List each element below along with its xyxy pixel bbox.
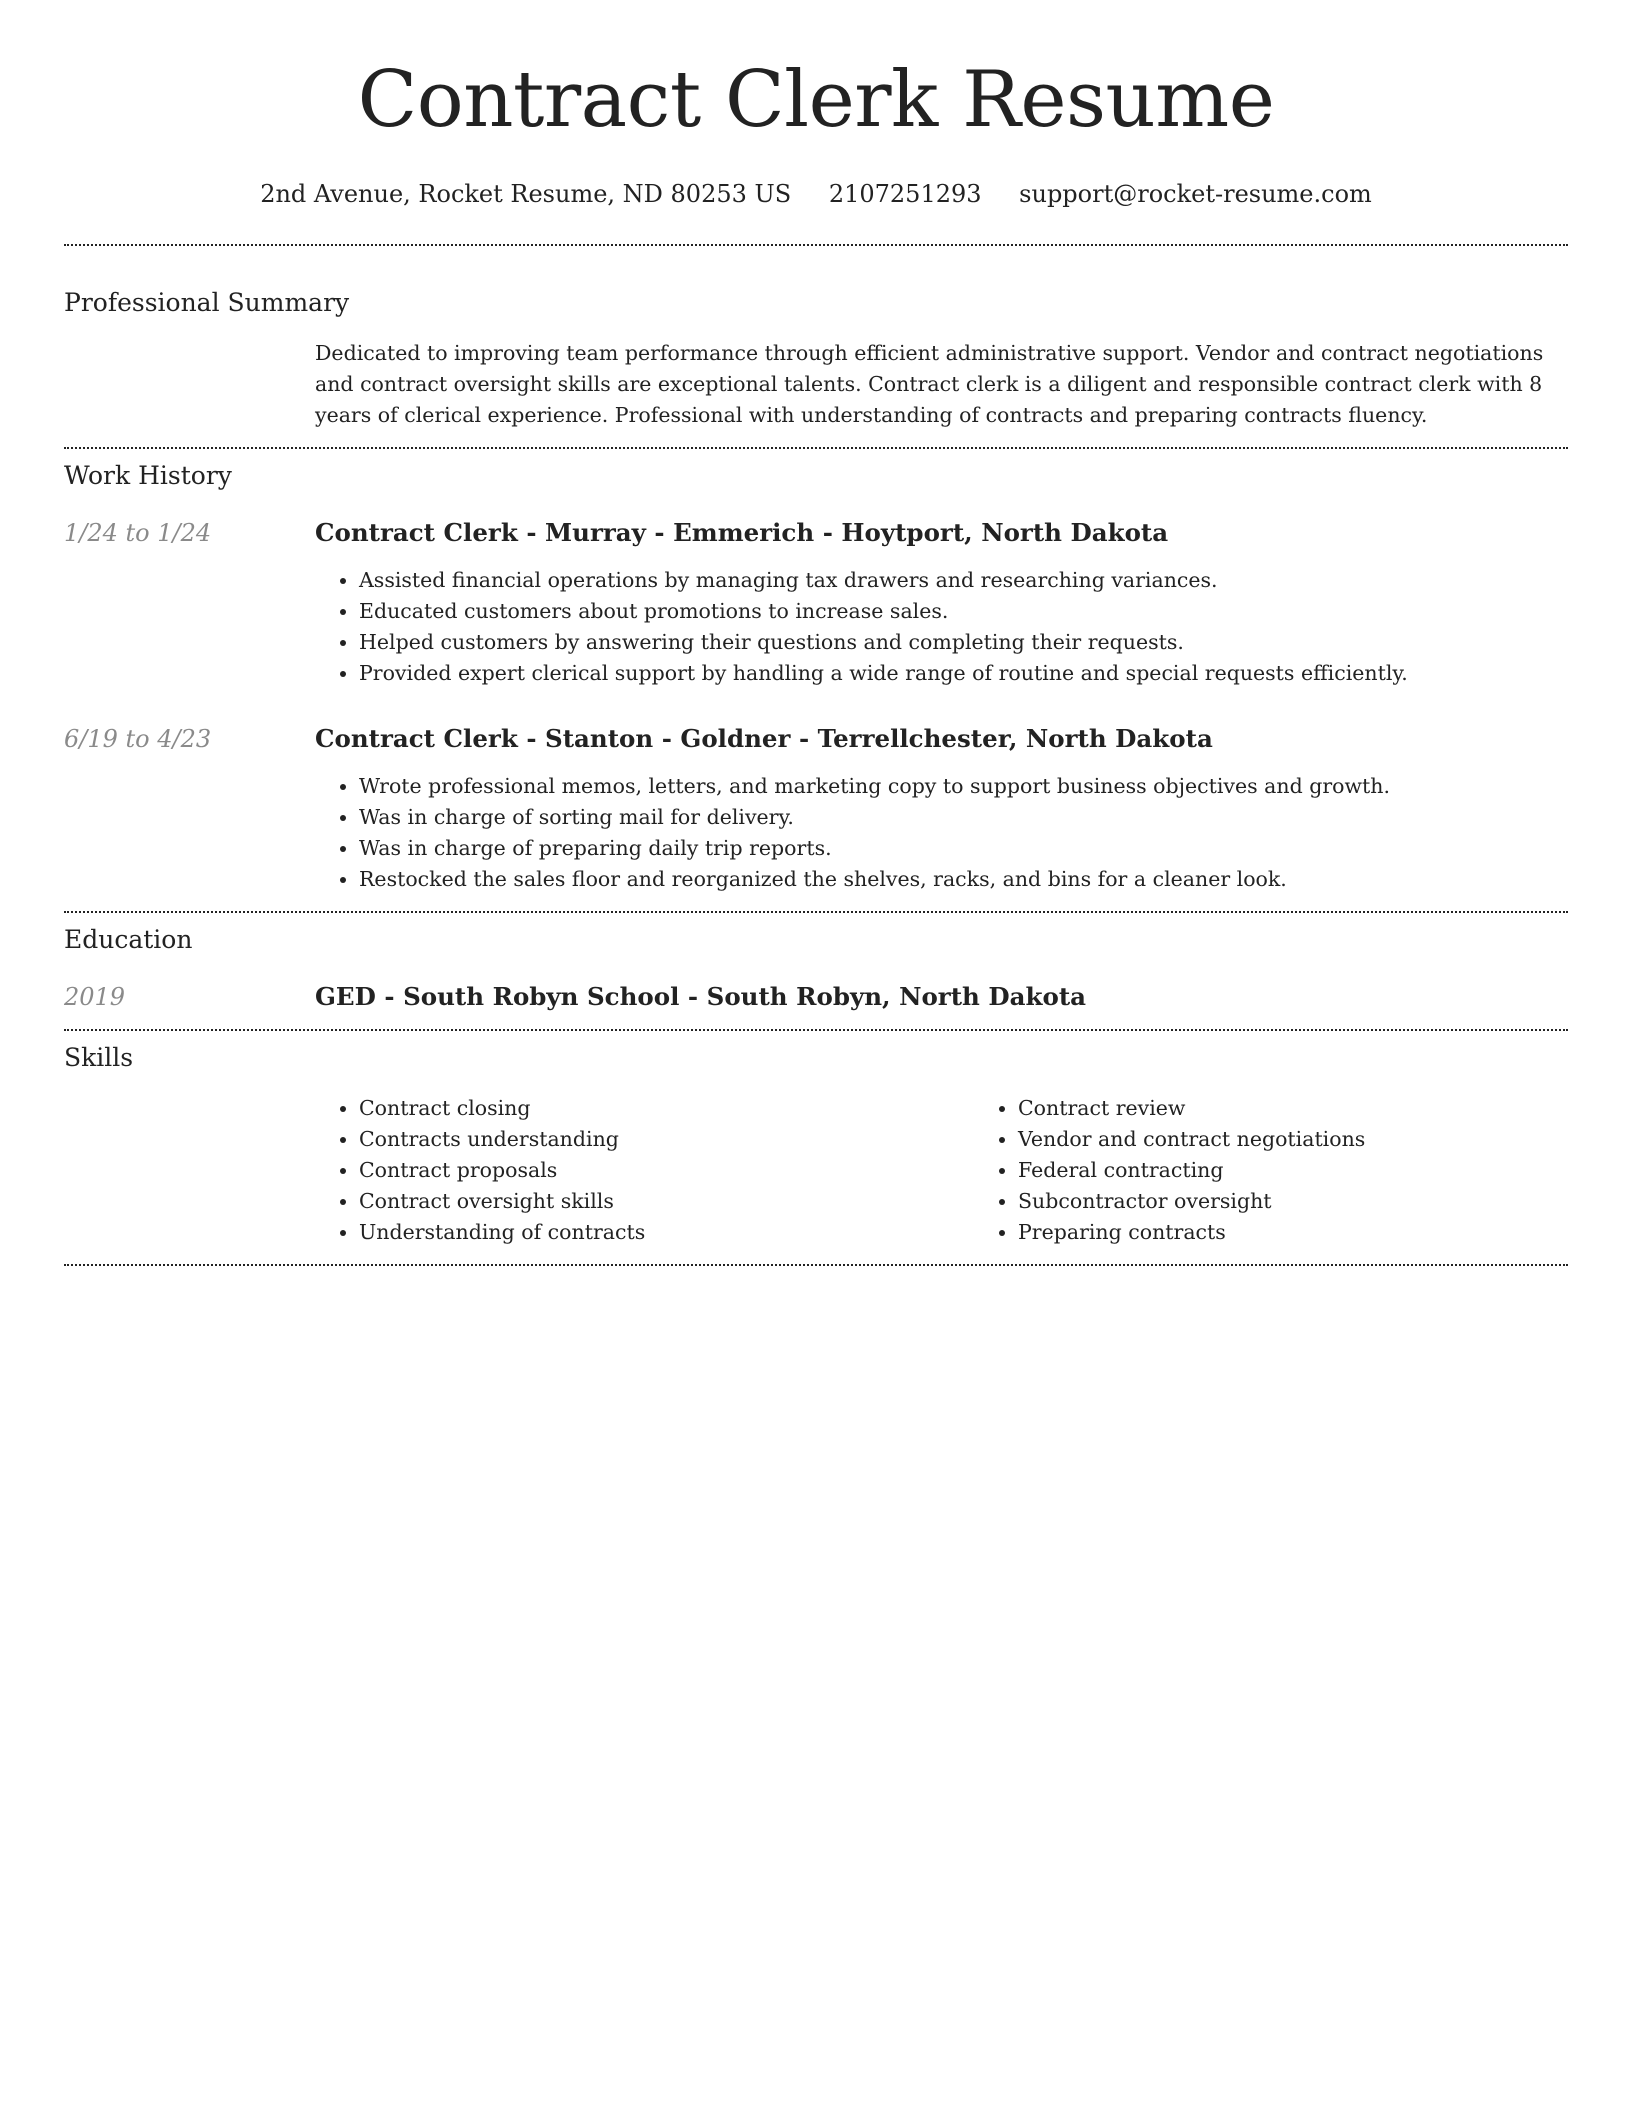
- divider: [64, 244, 1568, 246]
- list-item: • Contract closing: [359, 1093, 974, 1124]
- list-item: • Helped customers by answering their questions and completing their requests.: [359, 627, 1568, 658]
- list-item: • Vendor and contract negotiations: [1018, 1124, 1632, 1155]
- list-item: • Was in charge of sorting mail for delivery.: [359, 802, 1568, 833]
- list-item: • Contract oversight skills: [359, 1186, 974, 1217]
- skills-list-left: [315, 1093, 974, 1248]
- list-item: • Provided expert clerical support by handling a wide range of routine and special requests efficiently.: [359, 658, 1568, 689]
- list-item: • Contract review: [1018, 1093, 1632, 1124]
- work-history-heading: Work History: [64, 461, 232, 490]
- list-item: • Subcontractor oversight: [1018, 1186, 1632, 1217]
- divider: [64, 1264, 1568, 1266]
- list-item: • Understanding of contracts: [359, 1217, 974, 1248]
- job-title: Contract Clerk - Murray - Emmerich - Hoytport, North Dakota: [315, 518, 1169, 547]
- list-item: • Contract proposals: [359, 1155, 974, 1186]
- skills-list-right: [974, 1093, 1632, 1248]
- skills-section: [64, 1041, 1568, 1248]
- summary-section: [64, 286, 1568, 431]
- divider: [64, 447, 1568, 449]
- list-item: • Contracts understanding: [359, 1124, 974, 1155]
- contact-address: 2nd Avenue, Rocket Resume, ND 80253 US: [260, 180, 792, 208]
- contact-phone: 2107251293: [828, 180, 982, 208]
- contact-email: support@rocket-resume.com: [1019, 180, 1372, 208]
- job-bullets: [315, 565, 1568, 689]
- resume-title: Contract Clerk Resume: [357, 55, 1275, 145]
- list-item: • Educated customers about promotions to increase sales.: [359, 596, 1568, 627]
- divider: [64, 1029, 1568, 1031]
- work-history-section: [64, 459, 1568, 895]
- education-section: [64, 923, 1568, 1013]
- job-dates: 6/19 to 4/23: [64, 725, 212, 753]
- job-entry: [64, 723, 1568, 895]
- contact-line: [64, 178, 1568, 210]
- job-bullets: [315, 771, 1568, 895]
- job-entry: [64, 517, 1568, 689]
- job-title: Contract Clerk - Stanton - Goldner - Terrellchester, North Dakota: [315, 724, 1213, 753]
- list-item: • Preparing contracts: [1018, 1217, 1632, 1248]
- education-heading: Education: [64, 925, 193, 954]
- job-dates: 1/24 to 1/24: [64, 519, 212, 547]
- education-year: 2019: [64, 983, 126, 1011]
- summary-text: Dedicated to improving team performance through efficient administrative support. Vendor and contract negotiations and contract oversight skills are exceptional talents. Contract clerk is a diligent and responsible contract clerk with 8 years of clerical experience. Professional with understanding of contracts and preparing contracts fluency.: [315, 341, 1544, 427]
- list-item: • Wrote professional memos, letters, and marketing copy to support business objectives and growth.: [359, 771, 1568, 802]
- list-item: • Federal contracting: [1018, 1155, 1632, 1186]
- education-entry: [64, 981, 1568, 1013]
- education-text: GED - South Robyn School - South Robyn, North Dakota: [315, 982, 1087, 1011]
- list-item: • Assisted financial operations by managing tax drawers and researching variances.: [359, 565, 1568, 596]
- list-item: • Was in charge of preparing daily trip reports.: [359, 833, 1568, 864]
- summary-heading: Professional Summary: [64, 288, 350, 317]
- skills-grid: [315, 1093, 1632, 1248]
- skills-heading: Skills: [64, 1043, 134, 1072]
- divider: [64, 911, 1568, 913]
- list-item: • Restocked the sales floor and reorganized the shelves, racks, and bins for a cleaner look.: [359, 864, 1568, 895]
